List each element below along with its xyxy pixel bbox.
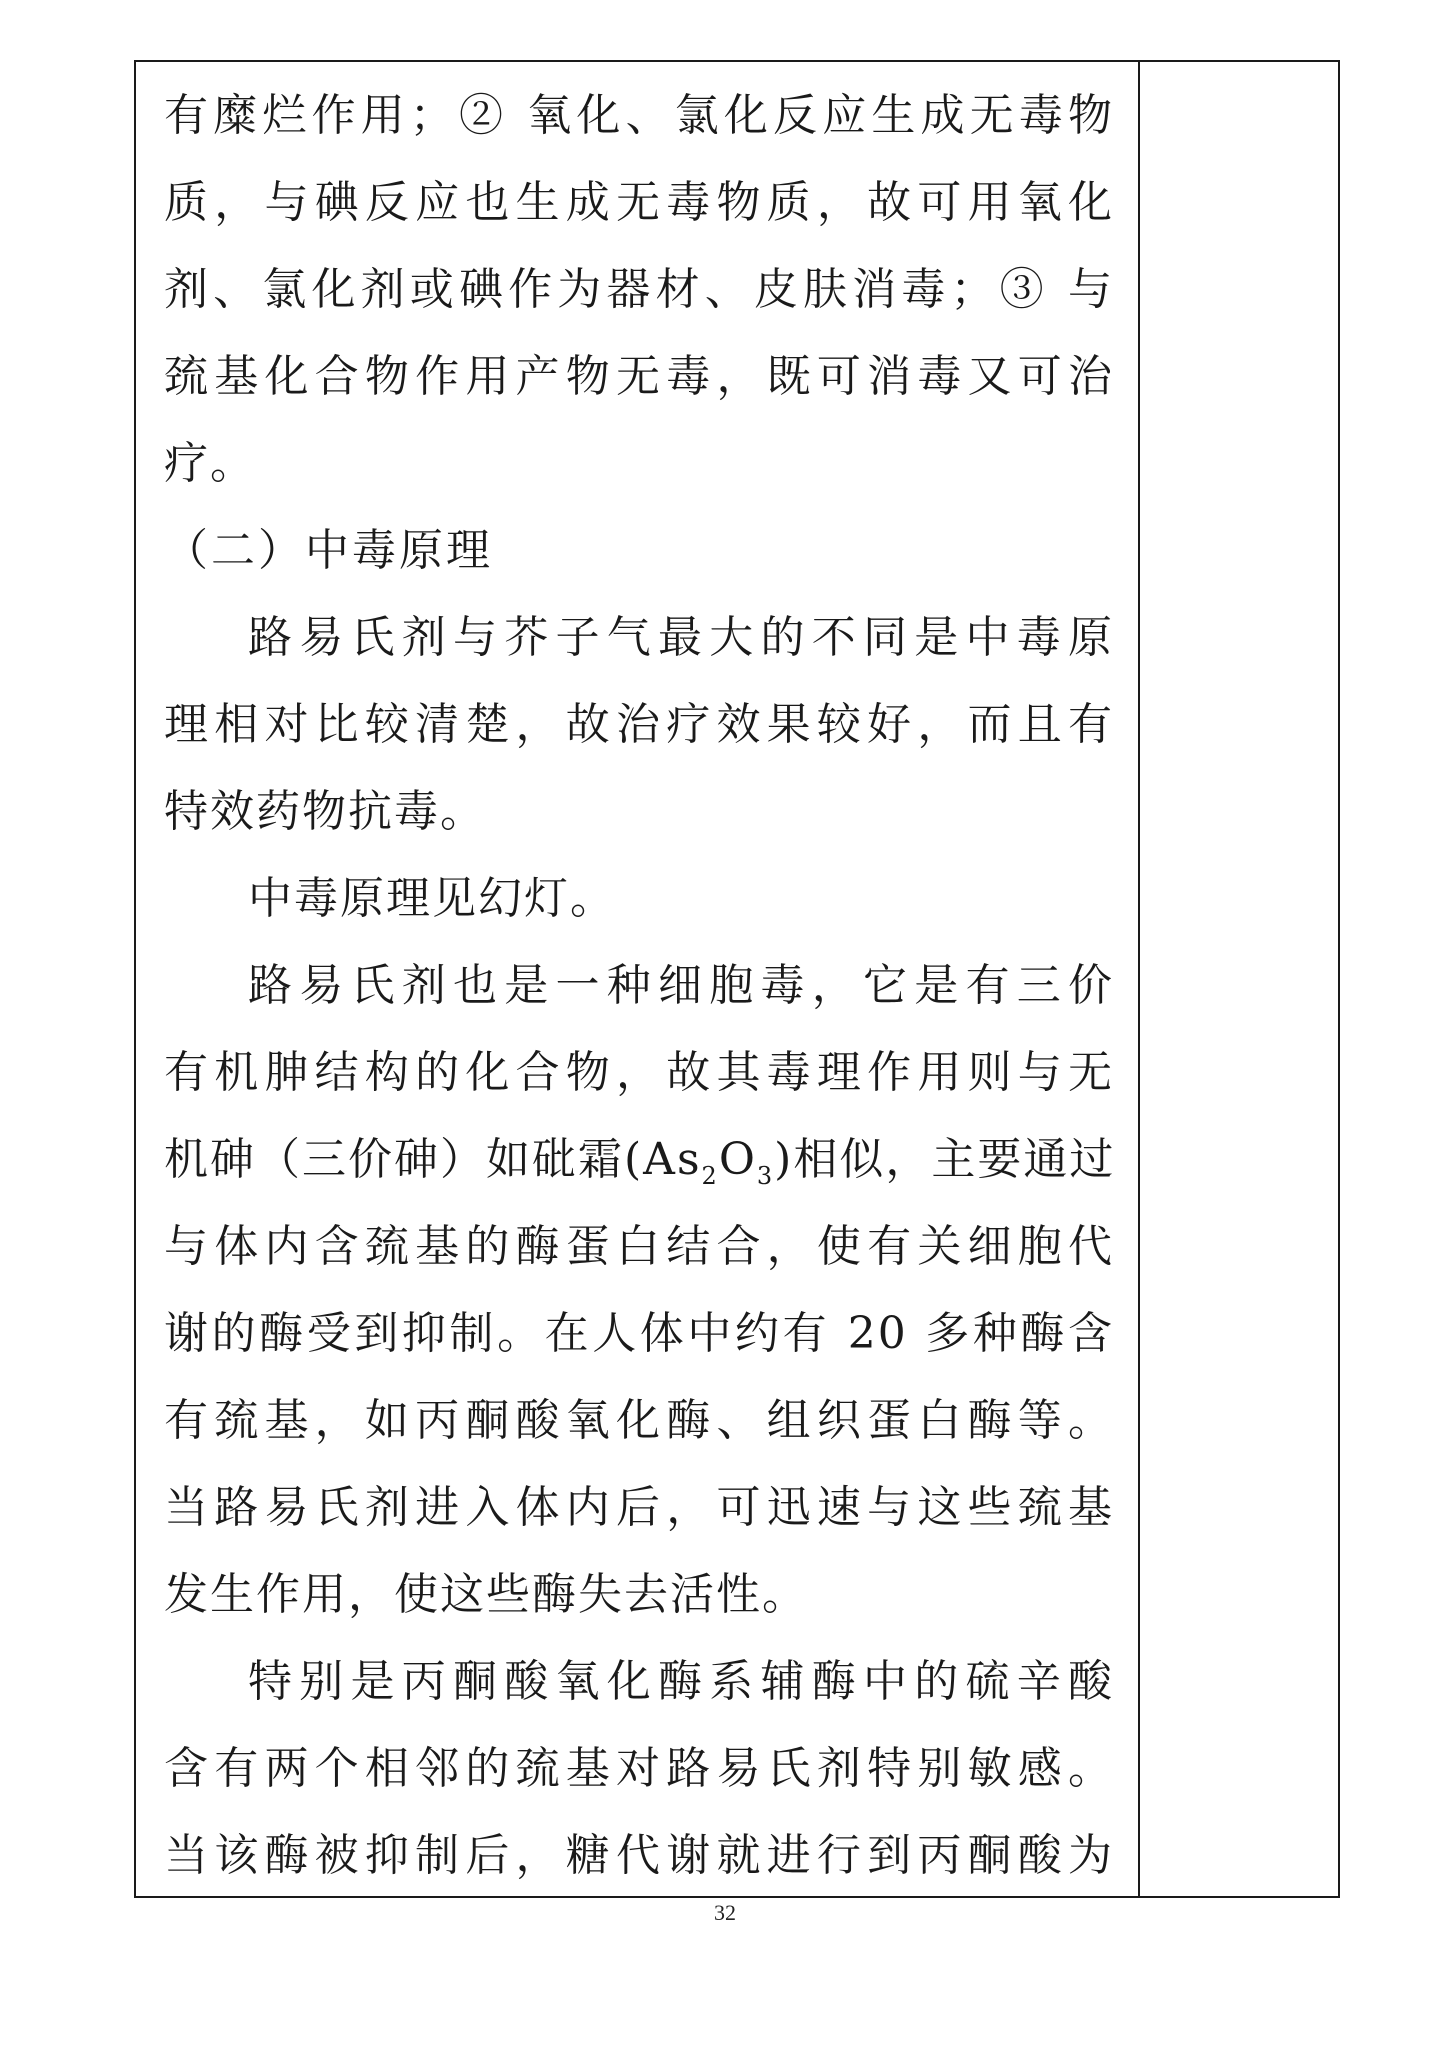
text-line: 当路易氏剂进入体内后，可迅速与这些巯基 [164, 1482, 1114, 1533]
text-line: 有机胂结构的化合物，故其毒理作用则与无 [164, 1047, 1114, 1098]
text-line: 路易氏剂也是一种细胞毒，它是有三价 [248, 960, 1114, 1011]
text-line: 发生作用，使这些酶失去活性。 [164, 1569, 808, 1620]
section-heading: （二）中毒原理 [164, 525, 493, 576]
content-cell [136, 62, 1140, 1896]
text-line: 含有两个相邻的巯基对路易氏剂特别敏感。 [164, 1743, 1114, 1794]
text-line: 有巯基，如丙酮酸氧化酶、组织蛋白酶等。 [164, 1395, 1114, 1446]
document-table [134, 60, 1340, 1898]
text-line: 巯基化合物作用产物无毒，既可消毒又可治 [164, 351, 1114, 402]
text-line: 质，与碘反应也生成无毒物质，故可用氧化 [164, 177, 1114, 228]
text-line: 当该酶被抑制后，糖代谢就进行到丙酮酸为 [164, 1830, 1114, 1881]
text-line: 有糜烂作用；② 氧化、氯化反应生成无毒物 [164, 90, 1114, 141]
formula-part: O [718, 1134, 757, 1185]
text-line: 特效药物抗毒。 [164, 786, 486, 837]
page-number: 32 [714, 1900, 736, 1925]
text-line: 疗。 [164, 438, 256, 489]
text-line: 剂、氯化剂或碘作为器材、皮肤消毒；③ 与 [164, 264, 1114, 315]
text-line: 理相对比较清楚，故治疗效果较好，而且有 [164, 699, 1114, 750]
text-line: 中毒原理见幻灯。 [248, 873, 616, 924]
subscript: 2 [701, 1161, 719, 1190]
subscript: 3 [756, 1161, 775, 1190]
formula-prefix: 机砷（三价砷）如砒霜(As [164, 1134, 702, 1185]
text-line: 特别是丙酮酸氧化酶系辅酶中的硫辛酸 [248, 1656, 1114, 1707]
text-line-formula [164, 1116, 1114, 1203]
formula-suffix: )相似，主要通过 [774, 1134, 1116, 1185]
text-line: 路易氏剂与芥子气最大的不同是中毒原 [248, 612, 1114, 663]
notes-cell [1140, 62, 1338, 1896]
text-line: 与体内含巯基的酶蛋白结合，使有关细胞代 [164, 1221, 1114, 1272]
text-line: 谢的酶受到抑制。在人体中约有 20 多种酶含 [164, 1308, 1114, 1359]
